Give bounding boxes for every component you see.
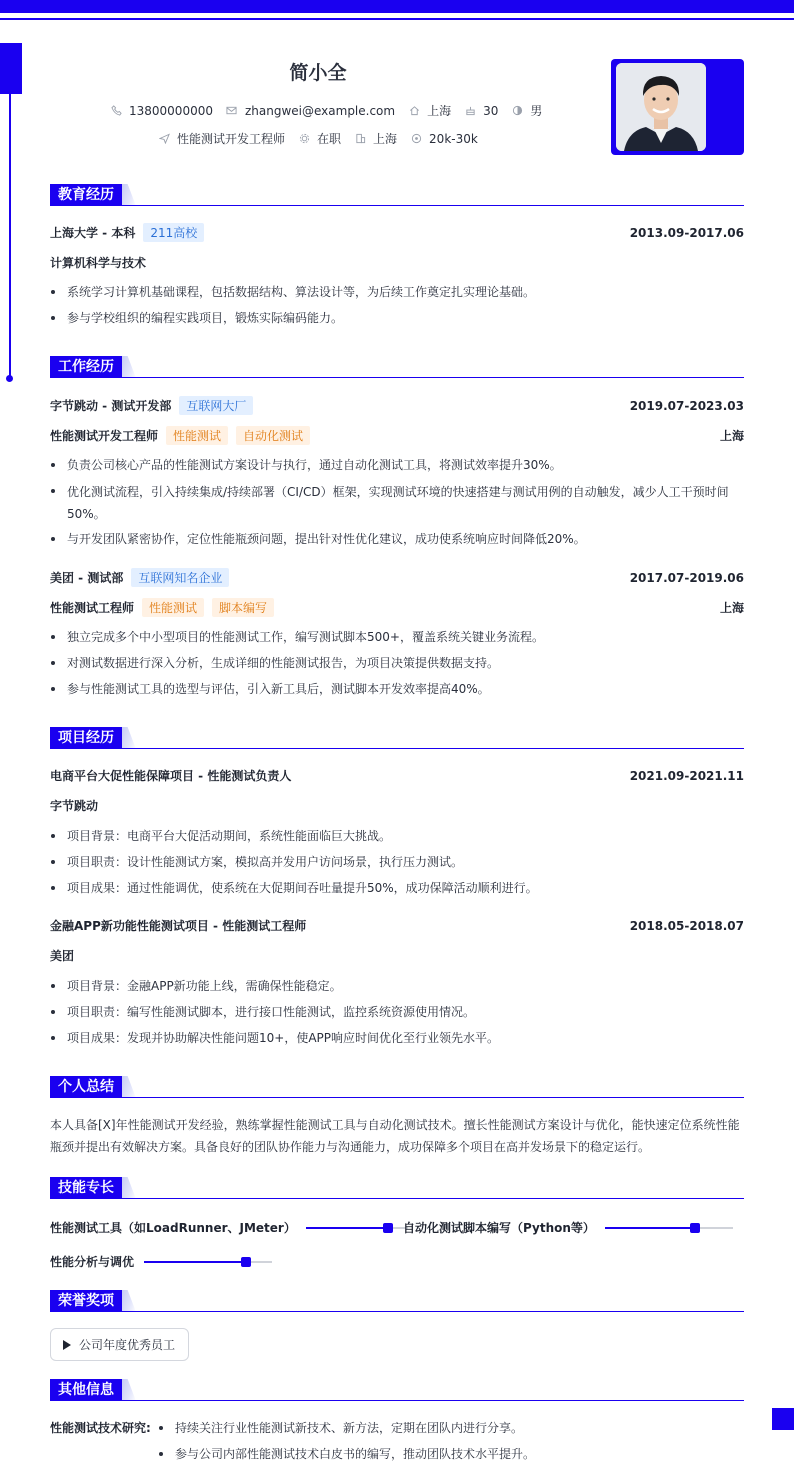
list-item: 系统学习计算机基础课程，包括数据结构、算法设计等，为后续工作奠定扎实理论基础。 — [50, 282, 744, 303]
list-item: 独立完成多个中小型项目的性能测试工作，编写测试脚本500+，覆盖系统关键业务流程。 — [50, 627, 744, 648]
section-title-tail — [122, 1177, 136, 1199]
side-accent-line — [9, 94, 11, 376]
section-title-tail — [122, 1290, 136, 1312]
home-icon — [408, 105, 420, 117]
list-item: 项目背景：金融APP新功能上线，需确保性能稳定。 — [50, 976, 744, 997]
section-title-tail — [122, 184, 136, 206]
skill-name: 性能分析与调优 — [50, 1255, 135, 1269]
skill-level-fill — [144, 1261, 246, 1263]
skill-item — [403, 1219, 733, 1236]
salary-text: 20k-30k — [429, 131, 478, 146]
side-accent-block — [0, 43, 22, 94]
gender-item — [511, 102, 542, 119]
project-company: 字节跳动 — [50, 799, 99, 813]
education-major: 计算机科学与技术 — [50, 256, 147, 270]
section-awards — [50, 1290, 744, 1312]
section-rule — [50, 748, 744, 749]
list-item: 对测试数据进行深入分析，生成详细的性能测试报告，为项目决策提供数据支持。 — [50, 653, 744, 674]
list-item: 项目背景：电商平台大促活动期间，系统性能面临巨大挑战。 — [50, 826, 744, 847]
project-date: 2021.09-2021.11 — [629, 768, 744, 783]
section-title: 工作经历 — [50, 356, 122, 378]
section-title: 项目经历 — [50, 727, 122, 749]
skill-name: 性能测试工具（如LoadRunner、JMeter） — [50, 1221, 296, 1235]
skill-level-bar — [144, 1261, 272, 1263]
skill-tag: 脚本编写 — [212, 598, 274, 617]
other-info-label: 性能测试技术研究: — [50, 1421, 151, 1435]
section-title: 荣誉奖项 — [50, 1290, 122, 1312]
salary-item — [410, 132, 478, 146]
email-item — [226, 104, 395, 118]
city-text: 上海 — [427, 104, 452, 118]
work-location: 上海 — [719, 601, 744, 615]
list-item: 项目成果：通过性能调优，使系统在大促期间吞吐量提升50%，成功保障活动顺利进行。 — [50, 878, 744, 899]
skill-level-fill — [605, 1227, 695, 1229]
work-position-row — [50, 426, 744, 445]
target-city-item — [354, 130, 397, 147]
company-name: 美团 - 测试部 — [50, 571, 124, 585]
gear-icon — [298, 133, 310, 145]
list-item: 参与公司内部性能测试技术白皮书的编写，推动团队技术水平提升。 — [158, 1444, 535, 1465]
company-name: 字节跳动 - 测试开发部 — [50, 399, 172, 413]
phone-icon — [110, 105, 122, 117]
job-title: 性能测试开发工程师 — [50, 429, 159, 443]
list-item: 参与学校组织的编程实践项目，锻炼实际编码能力。 — [50, 308, 744, 329]
section-rule — [50, 205, 744, 206]
section-rule — [50, 1311, 744, 1312]
work-date: 2017.07-2019.06 — [629, 570, 744, 585]
status-item — [298, 130, 341, 147]
section-summary — [50, 1076, 744, 1098]
list-item: 项目职责：设计性能测试方案，模拟高并发用户访问场景，执行压力测试。 — [50, 852, 744, 873]
status-text: 在职 — [317, 132, 342, 146]
send-icon — [158, 133, 170, 145]
cake-icon — [464, 105, 476, 117]
award-name: 公司年度优秀员工 — [79, 1338, 176, 1352]
list-item: 项目成果：发现并协助解决性能问题10+，使APP响应时间优化至行业领先水平。 — [50, 1028, 744, 1049]
section-title: 教育经历 — [50, 184, 122, 206]
phone-text: 13800000000 — [129, 103, 213, 118]
project-title: 金融APP新功能性能测试项目 - 性能测试工程师 — [50, 919, 307, 933]
work-header — [50, 568, 744, 587]
section-rule — [50, 1198, 744, 1199]
job-title: 性能测试工程师 — [50, 601, 135, 615]
section-title: 技能专长 — [50, 1177, 122, 1199]
skill-item — [50, 1253, 272, 1270]
skill-tag: 自动化测试 — [236, 426, 310, 445]
skill-level-knob — [690, 1223, 700, 1233]
list-item: 参与性能测试工具的选型与评估，引入新工具后，测试脚本开发效率提高40%。 — [50, 679, 744, 700]
work-location: 上海 — [719, 429, 744, 443]
photo-frame — [611, 59, 744, 155]
education-date: 2013.09-2017.06 — [629, 225, 744, 240]
project-header — [50, 917, 744, 934]
project-date: 2018.05-2018.07 — [629, 918, 744, 933]
position-text: 性能测试开发工程师 — [177, 132, 286, 146]
list-item: 持续关注行业性能测试新技术、新方法，定期在团队内进行分享。 — [158, 1418, 523, 1439]
corner-accent-block — [772, 1408, 794, 1430]
section-rule — [50, 1400, 744, 1401]
age-item — [464, 104, 498, 118]
contact-row — [110, 102, 555, 119]
section-skills — [50, 1177, 744, 1199]
avatar — [616, 63, 706, 151]
section-title-tail — [122, 1076, 136, 1098]
skill-level-fill — [306, 1227, 388, 1229]
company-tag: 互联网知名企业 — [131, 568, 229, 587]
side-accent-dot — [6, 375, 13, 382]
section-work — [50, 356, 744, 378]
skill-tag: 性能测试 — [142, 598, 204, 617]
project-company-row — [50, 797, 744, 814]
age-text: 30 — [483, 103, 499, 118]
education-major-row — [50, 254, 744, 271]
project-title: 电商平台大促性能保障项目 - 性能测试负责人 — [50, 769, 292, 783]
work-header — [50, 396, 744, 415]
skill-level-bar — [306, 1227, 408, 1229]
section-education — [50, 184, 744, 206]
position-item — [158, 130, 285, 147]
section-other — [50, 1379, 744, 1401]
candidate-name: 简小全 — [289, 62, 347, 84]
section-rule — [50, 377, 744, 378]
work-position-row — [50, 598, 744, 617]
email-text: zhangwei@example.com — [244, 103, 396, 118]
company-tag: 互联网大厂 — [179, 396, 253, 415]
skill-level-knob — [241, 1257, 251, 1267]
school-name: 上海大学 - 本科 — [50, 226, 136, 240]
project-company: 美团 — [50, 949, 75, 963]
section-title-tail — [122, 1379, 136, 1401]
skill-item — [50, 1219, 408, 1236]
skill-name: 自动化测试脚本编写（Python等） — [403, 1221, 595, 1235]
project-company-row — [50, 947, 744, 964]
top-accent-line — [0, 18, 794, 20]
coin-icon — [410, 133, 422, 145]
skill-level-knob — [383, 1223, 393, 1233]
section-projects — [50, 727, 744, 749]
intention-row — [158, 130, 491, 147]
building-icon — [354, 133, 366, 145]
school-tag: 211高校 — [143, 223, 204, 242]
mail-icon — [226, 105, 238, 117]
list-item: 负责公司核心产品的性能测试方案设计与执行，通过自动化测试工具，将测试效率提升30%。 — [50, 455, 744, 476]
summary-text: 本人具备[X]年性能测试开发经验，熟练掌握性能测试工具与自动化测试技术。擅长性能测试方案设计与优化，能快速定位系统性能瓶颈并提出有效解决方案。具备良好的团队协作能力与沟通能力，成功保障多个项目在高并发场景下的稳定运行。 — [50, 1118, 740, 1154]
top-accent-bar — [0, 0, 794, 13]
phone-item — [110, 104, 213, 118]
work-date: 2019.07-2023.03 — [629, 398, 744, 413]
skill-tag: 性能测试 — [166, 426, 228, 445]
list-item: 优化测试流程，引入持续集成/持续部署（CI/CD）框架，实现测试环境的快速搭建与测试用例的自动触发，减少人工干预时间50%。 — [50, 481, 744, 525]
section-title-tail — [122, 356, 136, 378]
section-rule — [50, 1097, 744, 1098]
gender-text: 男 — [530, 104, 543, 118]
section-title-tail — [122, 727, 136, 749]
target-city-text: 上海 — [373, 132, 398, 146]
section-title: 个人总结 — [50, 1076, 122, 1098]
award-item — [50, 1328, 189, 1361]
gender-icon — [511, 105, 523, 117]
list-item: 项目职责：编写性能测试脚本，进行接口性能测试，监控系统资源使用情况。 — [50, 1002, 744, 1023]
project-header — [50, 767, 744, 784]
list-item: 与开发团队紧密协作，定位性能瓶颈问题，提出针对性优化建议，成功使系统响应时间降低20%。 — [50, 529, 744, 550]
section-title: 其他信息 — [50, 1379, 122, 1401]
education-header — [50, 223, 744, 242]
city-item — [408, 102, 451, 119]
triangle-right-icon — [63, 1340, 71, 1350]
skill-level-bar — [605, 1227, 733, 1229]
